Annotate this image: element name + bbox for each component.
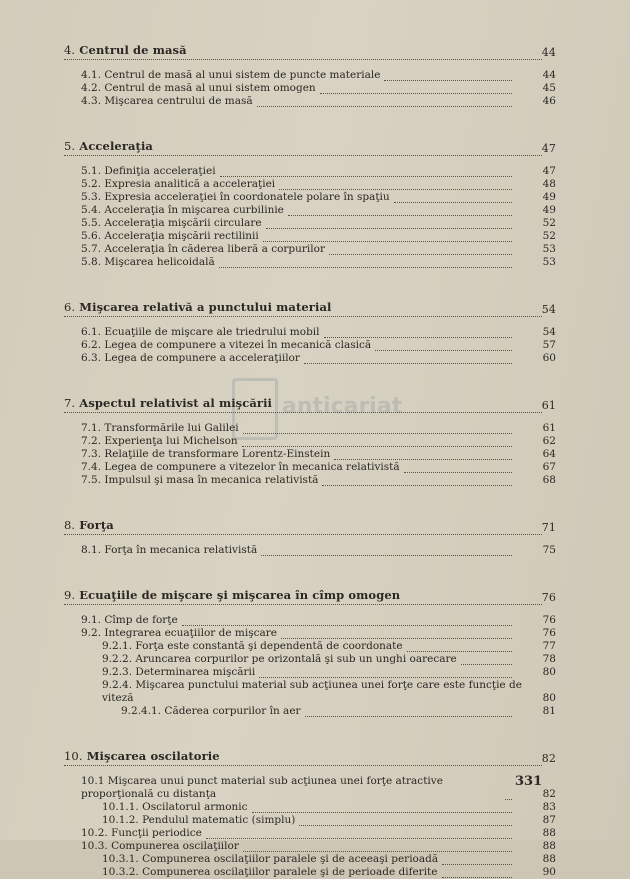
section-page: 82 (541, 752, 556, 765)
section-spacer (62, 365, 556, 393)
section-title (64, 585, 556, 605)
page-number: 331 (515, 774, 543, 789)
section-spacer (62, 487, 556, 515)
dotted-leader (279, 189, 512, 190)
section-title (64, 40, 556, 60)
entry-title: Relaţiile de transformare Lorentz-Einstein (104, 448, 331, 460)
section-heading: Ecuaţiile de mişcare şi mişcarea în cîmp omogen (79, 588, 401, 602)
entry-page: 53 (542, 256, 556, 268)
entry-number: 5.7. (81, 243, 102, 255)
toc-section (62, 136, 556, 269)
entry-page: 64 (542, 448, 556, 460)
section-spacer (62, 108, 556, 136)
toc-entry (62, 705, 556, 718)
watermark-mark: anticariat (282, 394, 403, 419)
entry-number: 7.4. (81, 461, 102, 473)
dotted-leader (259, 677, 512, 678)
toc-section (62, 585, 556, 718)
entry-title: Integrarea ecuaţiilor de mişcare (104, 627, 278, 639)
entry-title: Centrul de masă al unui sistem omogen (104, 82, 316, 94)
section-title-text (64, 588, 400, 602)
entry-page: 88 (542, 827, 556, 839)
entry-number: 9.2.4.1. (121, 705, 162, 717)
table-of-contents (62, 40, 556, 879)
entry-title: Legea de compunere a vitezei în mecanică clasică (104, 339, 372, 351)
entry-title: Acceleraţia în mişcarea curbilinie (104, 204, 284, 216)
entry-page: 80 (542, 692, 556, 704)
toc-entry (62, 339, 556, 352)
entry-page: 68 (542, 474, 556, 486)
entry-number: 5.4. (81, 204, 102, 216)
entry-page: 87 (542, 814, 556, 826)
entry-title: Aruncarea corpurilor pe orizontală şi sub un unghi oarecare (135, 653, 457, 665)
entry-title: Acceleraţia în căderea liberă a corpurilor (104, 243, 325, 255)
dotted-leader (442, 864, 512, 865)
section-page: 61 (541, 399, 556, 412)
dotted-leader (281, 638, 512, 639)
entry-number: 5.5. (81, 217, 102, 229)
section-number: 8. (64, 518, 76, 532)
dotted-leader (182, 625, 512, 626)
section-number: 5. (64, 139, 76, 153)
toc-entry (62, 352, 556, 365)
dotted-leader (329, 254, 512, 255)
entry-page: 81 (542, 705, 556, 717)
entry-title: Expresia acceleraţiei în coordonatele polare în spaţiu (104, 191, 390, 203)
entry-title: Forţa este constantă şi dependentă de coordonate (135, 640, 403, 652)
entry-number: 7.3. (81, 448, 102, 460)
entry-title: Legea de compunere a acceleraţiilor (104, 352, 300, 364)
entry-page: 90 (542, 866, 556, 878)
entry-page: 53 (542, 243, 556, 255)
dotted-leader (257, 106, 512, 107)
dotted-leader (322, 485, 512, 486)
entry-title: Mişcarea unui punct material sub acţiunea unei forţe atractive proporţională cu distanţa (81, 775, 443, 800)
toc-entry (62, 191, 556, 204)
section-heading: Mişcarea oscilatorie (86, 749, 220, 763)
toc-entry (62, 666, 556, 679)
entry-number: 8.1. (81, 544, 102, 556)
entry-page: 54 (542, 326, 556, 338)
entry-number: 9.1. (81, 614, 102, 626)
entry-title: Acceleraţia mişcării rectilinii (104, 230, 259, 242)
entry-number: 9.2.3. (102, 666, 133, 678)
entry-number: 5.1. (81, 165, 102, 177)
toc-section (62, 393, 556, 487)
entry-number: 5.3. (81, 191, 102, 203)
entry-title: Pendulul matematic (simplu) (142, 814, 296, 826)
toc-entry (62, 82, 556, 95)
dotted-leader (505, 799, 512, 800)
entry-page: 47 (542, 165, 556, 177)
entry-title: Căderea corpurilor în aer (164, 705, 301, 717)
dotted-leader (404, 472, 512, 473)
entry-number: 6.1. (81, 326, 102, 338)
toc-entry (62, 422, 556, 435)
entry-title: Ecuaţiile de mişcare ale triedrului mobil (104, 326, 320, 338)
entry-page: 77 (542, 640, 556, 652)
toc-entry (62, 178, 556, 191)
entry-number: 10.3. (81, 840, 108, 852)
dotted-leader (394, 202, 512, 203)
section-title-text (64, 396, 272, 410)
toc-entry (62, 204, 556, 217)
section-title-text (64, 300, 331, 314)
entry-page: 82 (542, 788, 556, 800)
entry-number: 4.2. (81, 82, 102, 94)
dotted-leader (266, 228, 512, 229)
entry-page: 76 (542, 627, 556, 639)
entry-title: Oscilatorul armonic (142, 801, 248, 813)
entry-title: Impulsul şi masa în mecanica relativistă (104, 474, 319, 486)
section-heading: Mişcarea relativă a punctului material (79, 300, 332, 314)
toc-entry (62, 95, 556, 108)
entry-title: Legea de compunere a vitezelor în mecanica relativistă (104, 461, 400, 473)
section-title (64, 746, 556, 766)
toc-entry (62, 653, 556, 666)
toc-entry (62, 627, 556, 640)
section-title (64, 297, 556, 317)
section-heading: Aspectul relativist al mişcării (79, 396, 273, 410)
entry-page: 67 (542, 461, 556, 473)
entry-number: 9.2.1. (102, 640, 133, 652)
entry-number: 10.3.2. (102, 866, 139, 878)
entry-number: 5.2. (81, 178, 102, 190)
entry-page: 52 (542, 217, 556, 229)
entry-number: 7.1. (81, 422, 102, 434)
toc-section (62, 297, 556, 365)
toc-entry (62, 461, 556, 474)
dotted-leader (219, 267, 512, 268)
toc-entry (62, 474, 556, 487)
dotted-leader (461, 664, 512, 665)
section-heading: Acceleraţia (79, 139, 153, 153)
toc-section (62, 40, 556, 108)
section-page: 54 (541, 303, 556, 316)
toc-entry (62, 69, 556, 82)
dotted-leader (243, 433, 512, 434)
entry-page: 46 (542, 95, 556, 107)
entry-number: 10.1 (81, 775, 105, 787)
dotted-leader (442, 877, 513, 878)
dotted-leader (304, 363, 512, 364)
entry-number: 9.2. (81, 627, 102, 639)
toc-entry (62, 448, 556, 461)
toc-entry (62, 679, 556, 705)
dotted-leader (206, 838, 512, 839)
entry-page: 45 (542, 82, 556, 94)
dotted-leader (384, 80, 512, 81)
dotted-leader (252, 812, 512, 813)
section-number: 9. (64, 588, 76, 602)
entry-number: 10.3.1. (102, 853, 139, 865)
toc-entry (62, 853, 556, 866)
dotted-leader (288, 215, 512, 216)
entry-title: Compunerea oscilaţiilor paralele şi de perioade diferite (142, 866, 438, 878)
toc-entry (62, 775, 556, 801)
entry-number: 10.2. (81, 827, 108, 839)
entry-title: Transformările lui Galilei (104, 422, 239, 434)
section-spacer (62, 269, 556, 297)
toc-entry (62, 243, 556, 256)
toc-entry (62, 435, 556, 448)
section-title-text (64, 749, 220, 763)
entry-title: Compunerea oscilaţiilor (111, 840, 239, 852)
entry-number: 4.3. (81, 95, 102, 107)
dotted-leader (305, 716, 512, 717)
entry-title: Mişcarea punctului material sub acţiunea unei forţe care este funcţie de viteză (102, 679, 522, 704)
section-spacer (62, 718, 556, 746)
entry-number: 7.5. (81, 474, 102, 486)
entry-title: Definiţia acceleraţiei (104, 165, 216, 177)
entry-title: Determinarea mişcării (135, 666, 256, 678)
entry-page: 76 (542, 614, 556, 626)
section-title (64, 393, 556, 413)
dotted-leader (220, 176, 512, 177)
entry-page: 80 (542, 666, 556, 678)
entry-title: Mişcarea helicoidală (104, 256, 215, 268)
entry-number: 7.2. (81, 435, 102, 447)
toc-entry (62, 230, 556, 243)
toc-entry (62, 640, 556, 653)
section-title (64, 136, 556, 156)
entry-page: 49 (542, 191, 556, 203)
section-heading: Forţa (79, 518, 114, 532)
section-number: 6. (64, 300, 76, 314)
entry-title: Funcţii periodice (111, 827, 202, 839)
toc-section (62, 515, 556, 557)
section-number: 10. (64, 749, 83, 763)
dotted-leader (299, 825, 512, 826)
dotted-leader (324, 337, 512, 338)
entry-number: 10.1.2. (102, 814, 139, 826)
entry-page: 62 (542, 435, 556, 447)
entry-title: Mişcarea centrului de masă (104, 95, 253, 107)
entry-title: Expresia analitică a acceleraţiei (104, 178, 276, 190)
toc-entry (62, 827, 556, 840)
dotted-leader (263, 241, 512, 242)
entry-page: 88 (542, 853, 556, 865)
entry-title: Cîmp de forţe (104, 614, 178, 626)
section-title-text (64, 518, 114, 532)
entry-page: 49 (542, 204, 556, 216)
section-number: 4. (64, 43, 76, 57)
dotted-leader (261, 555, 512, 556)
toc-entry (62, 256, 556, 269)
entry-number: 6.2. (81, 339, 102, 351)
section-page: 76 (541, 591, 556, 604)
toc-entry (62, 544, 556, 557)
entry-page: 60 (542, 352, 556, 364)
section-page: 71 (541, 521, 556, 534)
entry-page: 52 (542, 230, 556, 242)
entry-title: Experienţa lui Michelson (104, 435, 238, 447)
entry-page: 61 (542, 422, 556, 434)
section-title-text (64, 139, 153, 153)
section-title-text (64, 43, 187, 57)
entry-page: 48 (542, 178, 556, 190)
section-spacer (62, 557, 556, 585)
toc-entry (62, 840, 556, 853)
section-page: 47 (541, 142, 556, 155)
dotted-leader (407, 651, 512, 652)
entry-title: Forţa în mecanica relativistă (104, 544, 258, 556)
toc-entry (62, 866, 556, 879)
toc-section (62, 746, 556, 879)
entry-page: 78 (542, 653, 556, 665)
entry-page: 83 (542, 801, 556, 813)
dotted-leader (243, 851, 512, 852)
entry-page: 57 (542, 339, 556, 351)
toc-entry (62, 165, 556, 178)
toc-entry (62, 614, 556, 627)
entry-page: 44 (542, 69, 556, 81)
entry-number: 9.2.2. (102, 653, 133, 665)
toc-entry (62, 801, 556, 814)
entry-number: 9.2.4. (102, 679, 133, 691)
toc-entry (62, 326, 556, 339)
dotted-leader (375, 350, 512, 351)
entry-number: 5.8. (81, 256, 102, 268)
toc-entry (62, 217, 556, 230)
entry-number: 10.1.1. (102, 801, 139, 813)
entry-title: Acceleraţia mişcării circulare (104, 217, 262, 229)
dotted-leader (242, 446, 512, 447)
entry-page: 88 (542, 840, 556, 852)
section-number: 7. (64, 396, 76, 410)
dotted-leader (320, 93, 512, 94)
section-heading: Centrul de masă (79, 43, 187, 57)
toc-entry (62, 814, 556, 827)
entry-title: Compunerea oscilaţiilor paralele şi de aceeaşi perioadă (142, 853, 439, 865)
section-page: 44 (541, 46, 556, 59)
entry-number: 6.3. (81, 352, 102, 364)
section-title (64, 515, 556, 535)
entry-number: 4.1. (81, 69, 102, 81)
entry-number: 5.6. (81, 230, 102, 242)
entry-page: 75 (542, 544, 556, 556)
dotted-leader (334, 459, 512, 460)
entry-title: Centrul de masă al unui sistem de puncte materiale (104, 69, 381, 81)
